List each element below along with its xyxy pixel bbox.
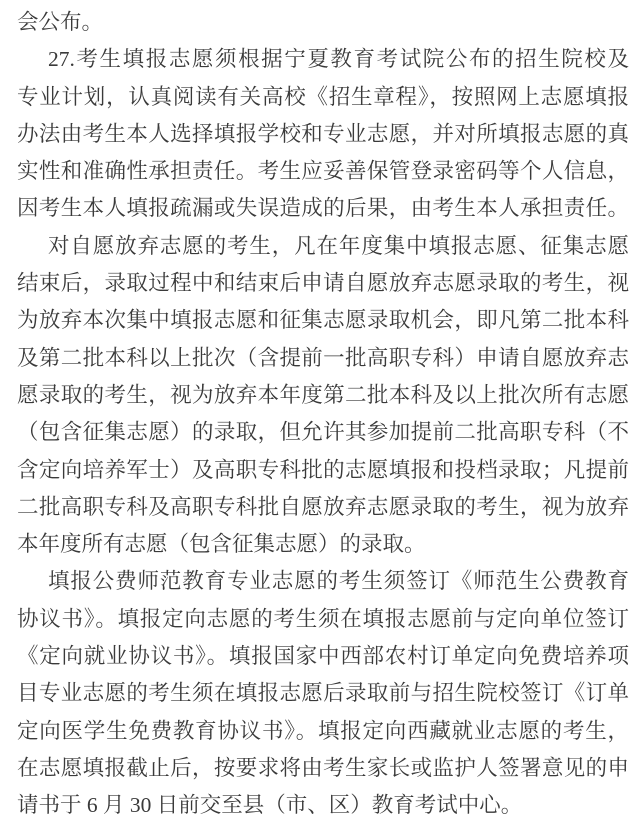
text-line: 结束后，录取过程中和结束后申请自愿放弃志愿录取的考生，视 bbox=[17, 271, 629, 296]
text-line: 对自愿放弃志愿的考生，凡在年度集中填报志愿、征集志愿 bbox=[48, 233, 629, 258]
text-line: 《定向就业协议书》。填报国家中西部农村订单定向免费培养项 bbox=[17, 644, 629, 669]
text-line: 协议书》。填报定向志愿的考生须在填报志愿前与定向单位签订 bbox=[17, 606, 629, 631]
text-line: 因考生本人填报疏漏或失误造成的后果，由考生本人承担责任。 bbox=[17, 196, 629, 221]
text-line: 在志愿填报截止后，按要求将由考生家长或监护人签署意见的申 bbox=[17, 755, 629, 780]
text-line: 二批高职专科及高职专科批自愿放弃志愿录取的考生，视为放弃 bbox=[17, 494, 629, 519]
text-line: 填报公费师范教育专业志愿的考生须签订《师范生公费教育 bbox=[48, 569, 629, 594]
text-line: 愿录取的考生，视为放弃本年度第二批本科及以上批次所有志愿 bbox=[17, 382, 629, 407]
text-line: （包含征集志愿）的录取，但允许其参加提前二批高职专科（不 bbox=[17, 420, 629, 445]
para-continuation-tail bbox=[17, 4, 629, 41]
para-item-27 bbox=[17, 41, 629, 227]
text-line: 实性和准确性承担责任。考生应妥善保管登录密码等个人信息， bbox=[17, 159, 629, 184]
text-line: 定向医学生免费教育协议书》。填报定向西藏就业志愿的考生， bbox=[17, 718, 629, 743]
para-voluntary-waiver bbox=[17, 228, 629, 564]
para-agreements bbox=[17, 563, 629, 824]
text-line: 本年度所有志愿（包含征集志愿）的录取。 bbox=[17, 532, 426, 557]
text-line: 及第二批本科以上批次（含提前一批高职专科）申请自愿放弃志 bbox=[17, 345, 629, 370]
text-line: 会公布。 bbox=[17, 10, 104, 34]
text-line: 为放弃本次集中填报志愿和征集志愿录取机会，即凡第二批本科 bbox=[17, 308, 629, 333]
text-line: 27.考生填报志愿须根据宁夏教育考试院公布的招生院校及 bbox=[48, 47, 629, 72]
text-line: 办法由考生本人选择填报学校和专业志愿，并对所填报志愿的真 bbox=[17, 121, 629, 146]
text-line: 目专业志愿的考生须在填报志愿后录取前与招生院校签订《订单 bbox=[17, 681, 629, 706]
text-line: 专业计划，认真阅读有关高校《招生章程》，按照网上志愿填报 bbox=[17, 84, 629, 109]
text-line: 请书于 6 月 30 日前交至县（市、区）教育考试中心。 bbox=[17, 793, 523, 818]
text-line: 含定向培养军士）及高职专科批的志愿填报和投档录取；凡提前 bbox=[17, 457, 629, 482]
